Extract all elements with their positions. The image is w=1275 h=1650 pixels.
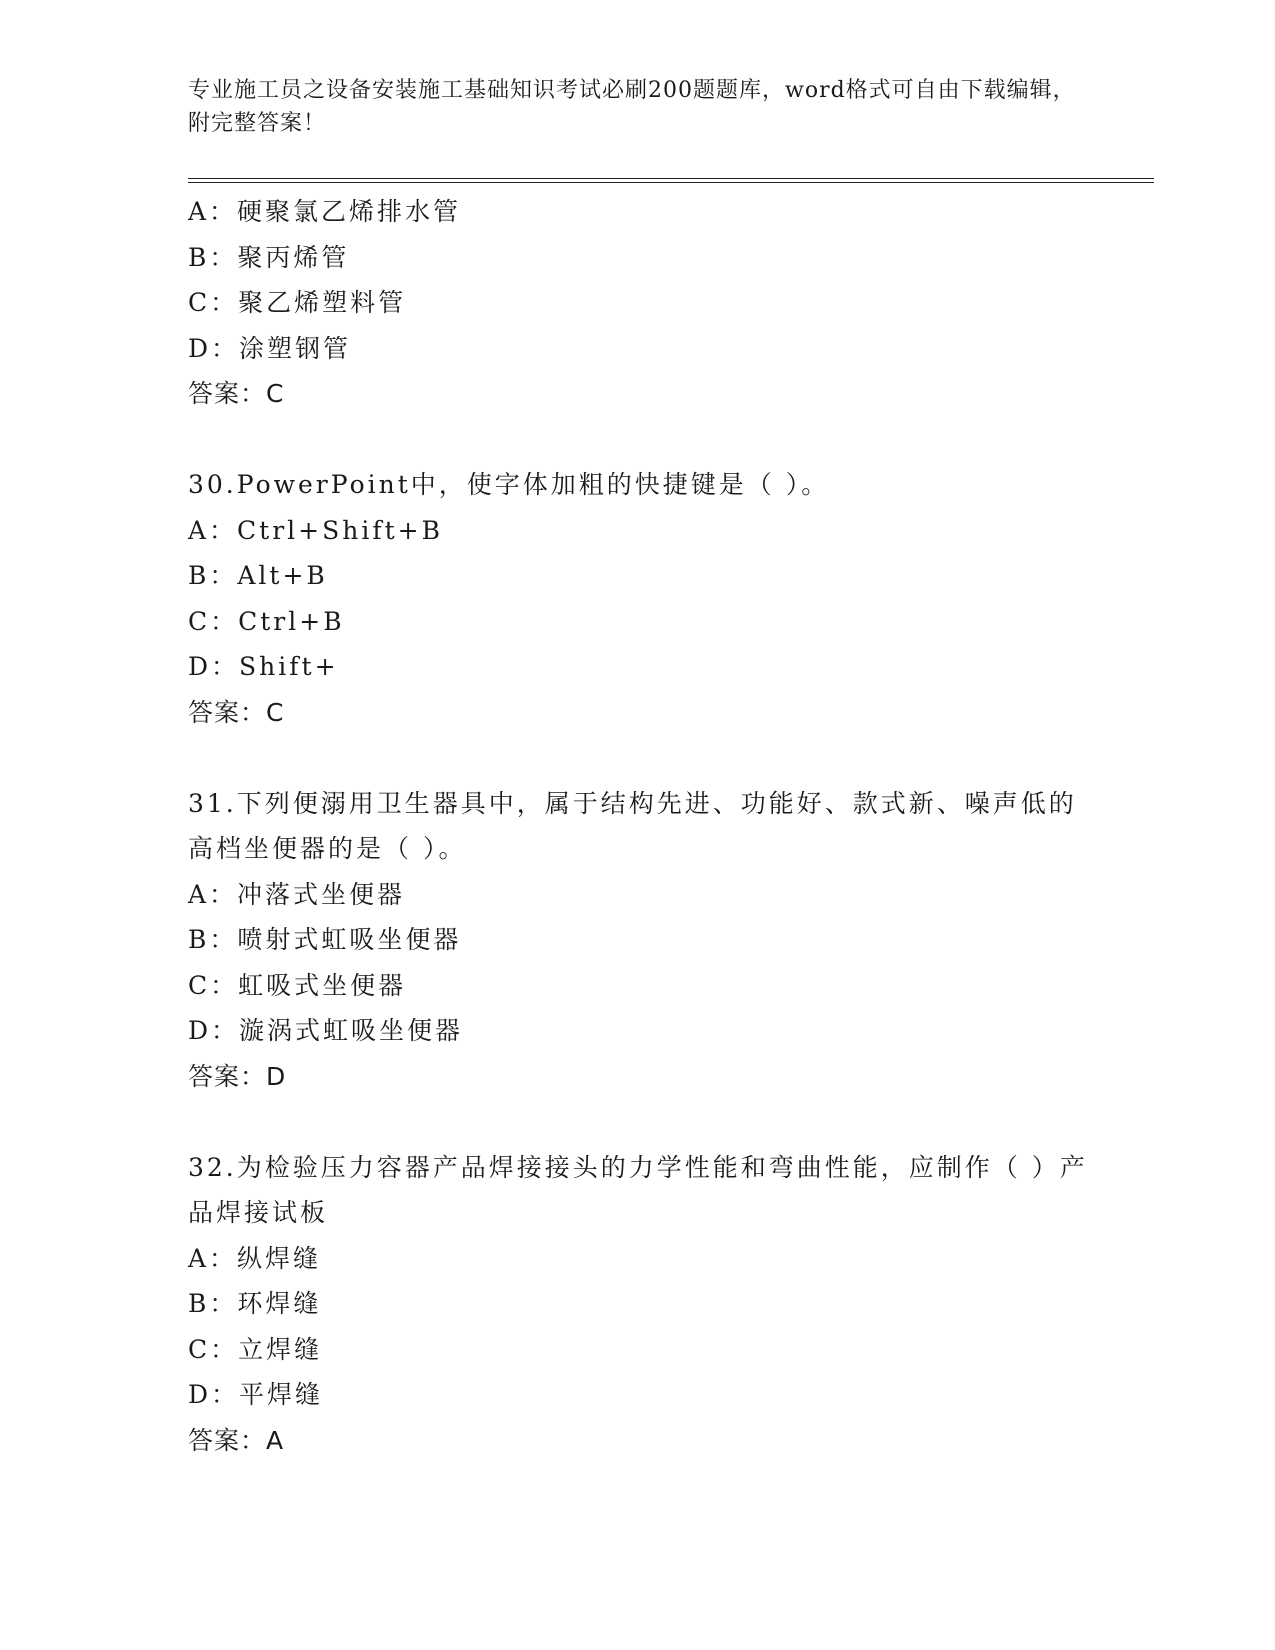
option-b: B：喷射式虹吸坐便器 bbox=[188, 925, 462, 954]
question-list bbox=[188, 189, 1088, 1463]
document-header-title: 专业施工员之设备安装施工基础知识考试必刷200题题库，word格式可自由下载编辑，附完整答案！ bbox=[188, 78, 1076, 136]
answer-line: 答案：C bbox=[188, 697, 285, 727]
question-stem: 30.PowerPoint中，使字体加粗的快捷键是（ ）。 bbox=[188, 470, 830, 499]
question-block-32 bbox=[188, 1145, 1088, 1464]
option-b: B：Alt+B bbox=[188, 561, 328, 590]
header-rule-bottom bbox=[188, 182, 1154, 183]
option-a: A：Ctrl+Shift+B bbox=[188, 515, 443, 545]
answer-line: 答案：D bbox=[188, 1061, 287, 1091]
spacer bbox=[188, 417, 1088, 463]
option-c: C：虹吸式坐便器 bbox=[188, 970, 407, 1000]
option-c: C：立焊缝 bbox=[188, 1334, 323, 1364]
option-a: A：纵焊缝 bbox=[188, 1243, 322, 1273]
spacer bbox=[188, 735, 1088, 781]
header-rule-top bbox=[188, 178, 1154, 179]
option-a: A：冲落式坐便器 bbox=[188, 879, 406, 909]
answer-line: 答案：A bbox=[188, 1425, 285, 1455]
question-block-29 bbox=[188, 189, 1088, 417]
answer-line: 答案：C bbox=[188, 379, 285, 408]
option-c: C：Ctrl+B bbox=[188, 606, 345, 636]
question-stem: 31.下列便溺用卫生器具中，属于结构先进、功能好、款式新、噪声低的高档坐便器的是（ ）。 bbox=[188, 788, 1077, 863]
option-d: D：涂塑钢管 bbox=[188, 333, 352, 363]
spacer bbox=[188, 1099, 1088, 1145]
option-c: C：聚乙烯塑料管 bbox=[188, 288, 407, 317]
option-b: B：聚丙烯管 bbox=[188, 242, 350, 272]
option-d: D：漩涡式虹吸坐便器 bbox=[188, 1016, 464, 1045]
question-block-31 bbox=[188, 781, 1088, 1100]
option-a: A：硬聚氯乙烯排水管 bbox=[188, 197, 462, 226]
question-block-30 bbox=[188, 462, 1088, 735]
option-d: D：Shift+ bbox=[188, 652, 339, 681]
option-d: D：平焊缝 bbox=[188, 1380, 324, 1409]
question-stem: 32.为检验压力容器产品焊接接头的力学性能和弯曲性能，应制作（ ）产品焊接试板 bbox=[188, 1152, 1088, 1227]
option-b: B：环焊缝 bbox=[188, 1289, 322, 1318]
